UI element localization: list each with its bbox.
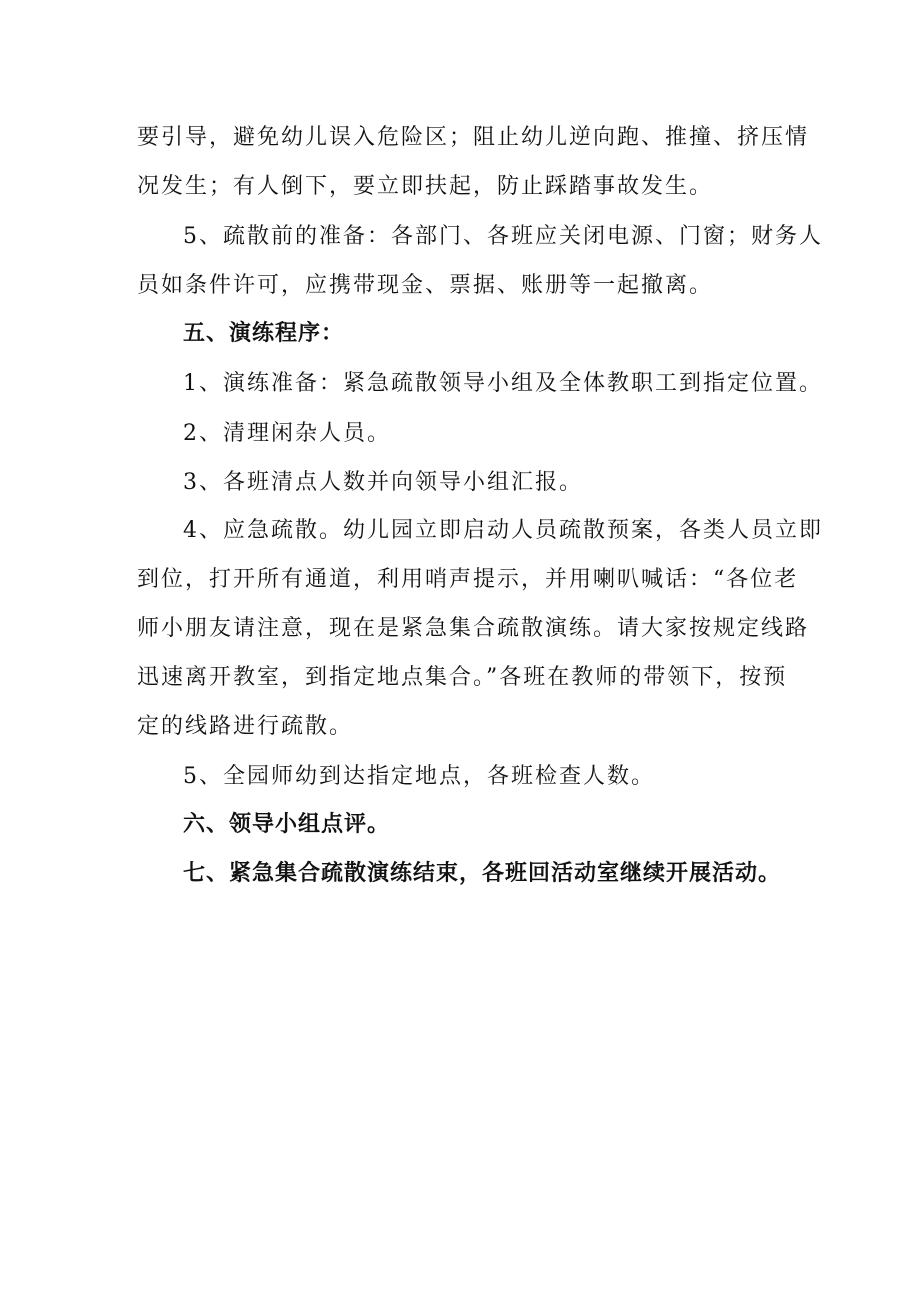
paragraph-line: 况发生；有人倒下，要立即扶起，防止踩踏事故发生。	[137, 174, 714, 199]
paragraph-line: 4、应急疏散。幼儿园立即启动人员疏散预案，各类人员立即	[183, 518, 823, 543]
section-heading-7: 七、紧急集合疏散演练结束，各班回活动室继续开展活动。	[183, 861, 782, 886]
paragraph-line: 1、演练准备：紧急疏散领导小组及全体教职工到指定位置。	[183, 371, 823, 396]
paragraph-line: 3、各班清点人数并向领导小组汇报。	[183, 470, 583, 495]
section-heading-6: 六、领导小组点评。	[183, 812, 391, 837]
paragraph-line: 5、全园师幼到达指定地点，各班检查人数。	[183, 764, 655, 789]
paragraph-line: 到位，打开所有通道，利用哨声提示，并用喇叭喊话：“各位老	[137, 567, 799, 592]
paragraph-line: 定的线路进行疏散。	[137, 714, 354, 739]
paragraph-line: 师小朋友请注意，现在是紧急集合疏散演练。请大家按规定线路	[137, 616, 810, 641]
section-heading-5: 五、演练程序：	[183, 321, 345, 346]
paragraph-line: 迅速离开教室，到指定地点集合。”各班在教师的带领下，按预	[137, 665, 788, 690]
paragraph-line: 5、疏散前的准备：各部门、各班应关闭电源、门窗；财务人	[183, 224, 823, 249]
paragraph-line: 员如条件许可，应携带现金、票据、账册等一起撤离。	[137, 273, 714, 298]
paragraph-line: 要引导，避免幼儿误入危险区；阻止幼儿逆向跑、推撞、挤压情	[137, 125, 810, 150]
paragraph-line: 2、清理闲杂人员。	[183, 421, 391, 446]
